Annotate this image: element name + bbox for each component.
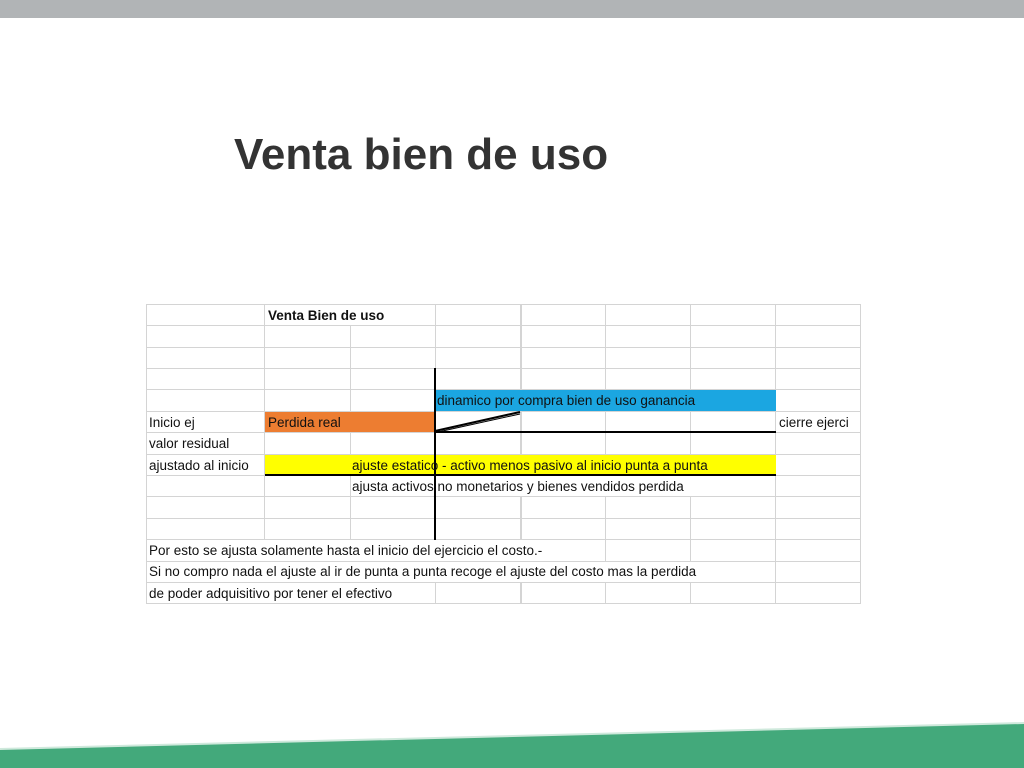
footer-stripe: [0, 720, 1024, 768]
spreadsheet-image: [146, 304, 861, 604]
ajustado-label: ajustado al inicio: [149, 458, 249, 473]
grid-vline: [605, 304, 606, 604]
cierre-label: cierre ejerci: [779, 415, 849, 430]
note-line-3: de poder adquisitivo por tener el efectivo: [149, 586, 393, 601]
slide-title: Venta bien de uso: [234, 130, 609, 179]
grid-hline: [146, 347, 861, 348]
grid-vline: [860, 304, 861, 604]
grid-hline: [146, 368, 861, 369]
grid-hline: [146, 304, 861, 305]
grid-hline: [146, 518, 861, 519]
grid-vline: [775, 304, 776, 604]
note-line-1: Por esto se ajusta solamente hasta el inicio del ejercicio el costo.-: [149, 543, 543, 558]
top-bar: [0, 0, 1024, 18]
note-line-2: Si no compro nada el ajuste al ir de punta a punta recoge el ajuste del costo mas la perdida: [149, 564, 697, 579]
estatico-label: ajuste estatico - activo menos pasivo al inicio punta a punta: [352, 458, 708, 473]
grid-hline: [146, 325, 861, 326]
timeline-vertical-line: [434, 368, 436, 540]
sheet-header: Venta Bien de uso: [268, 308, 385, 323]
diagonal-arrow-line: [434, 410, 524, 434]
grid-vline: [690, 304, 691, 604]
inicio-label: Inicio ej: [149, 415, 195, 430]
perdida-label: Perdida real: [268, 415, 341, 430]
dynamic-label: dinamico por compra bien de uso ganancia: [437, 393, 696, 408]
valor-residual-label: valor residual: [149, 436, 230, 451]
activos-note: ajusta activos no monetarios y bienes vendidos perdida: [352, 479, 684, 494]
